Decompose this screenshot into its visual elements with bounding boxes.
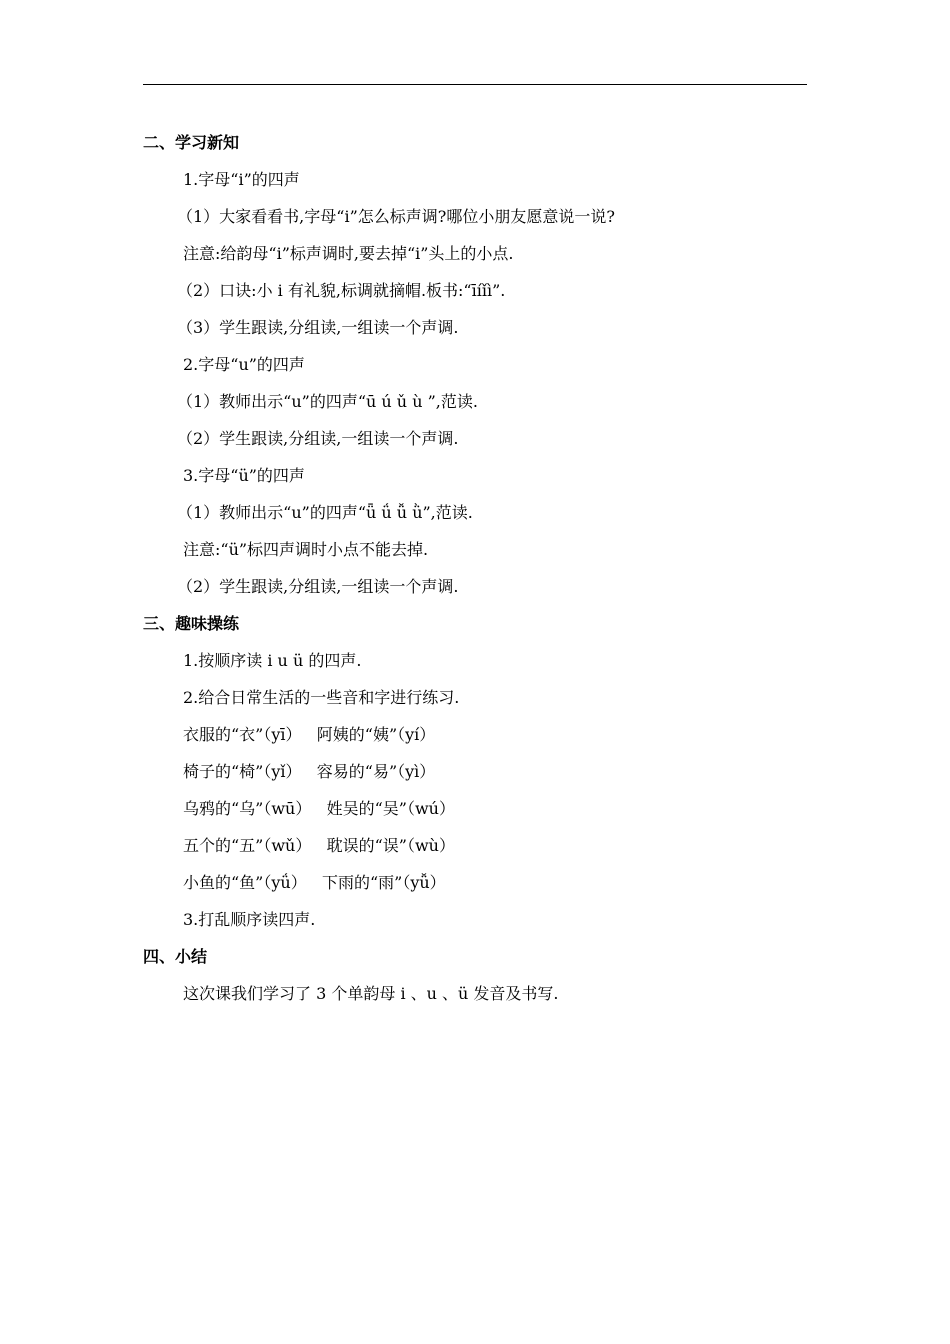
paragraph: （1）大家看看书,字母“i”怎么标声调?哪位小朋友愿意说一说? [177, 207, 615, 226]
example-pair: 椅子的“椅”（yǐ） 容易的“易”（yì） [183, 762, 436, 781]
paragraph: 3.打乱顺序读四声. [183, 910, 316, 929]
paragraph: 这次课我们学习了 3 个单韵母 i 、u 、ü 发音及书写. [183, 984, 559, 1003]
paragraph: 2.字母“u”的四声 [183, 355, 305, 374]
example-pair: 小鱼的“鱼”（yǘ） 下雨的“雨”（yǚ） [183, 873, 446, 892]
paragraph: （2）口诀:小 i 有礼貌,标调就摘帽.板书:“īíǐì”. [177, 281, 506, 300]
example-pair: 五个的“五”（wǔ） 耽误的“误”（wù） [183, 836, 455, 855]
paragraph: 1.按顺序读 i u ü 的四声. [183, 651, 362, 670]
section-summary [143, 938, 807, 1012]
section-learn-new [143, 124, 807, 605]
section-heading: 四、小结 [143, 947, 208, 966]
paragraph: 2.给合日常生活的一些音和字进行练习. [183, 688, 460, 707]
header-rule [143, 84, 807, 85]
paragraph: （2）学生跟读,分组读,一组读一个声调. [177, 429, 459, 448]
paragraph: 注意:“ü”标四声调时小点不能去掉. [183, 540, 429, 559]
paragraph: 注意:给韵母“i”标声调时,要去掉“i”头上的小点. [183, 244, 514, 263]
paragraph: （3）学生跟读,分组读,一组读一个声调. [177, 318, 459, 337]
paragraph: 1.字母“i”的四声 [183, 170, 300, 189]
example-pair: 衣服的“衣”（yī） 阿姨的“姨”（yí） [183, 725, 436, 744]
document-body [143, 124, 807, 1012]
paragraph: （1）教师出示“u”的四声“ū ú ǔ ù ”,范读. [177, 392, 478, 411]
section-heading: 二、学习新知 [143, 133, 240, 152]
paragraph: （1）教师出示“u”的四声“ǖ ǘ ǚ ǜ”,范读. [177, 503, 473, 522]
paragraph: （2）学生跟读,分组读,一组读一个声调. [177, 577, 459, 596]
paragraph: 3.字母“ü”的四声 [183, 466, 305, 485]
example-pair: 乌鸦的“乌”（wū） 姓吴的“吴”（wú） [183, 799, 455, 818]
section-heading: 三、趣味操练 [143, 614, 240, 633]
section-fun-practice [143, 605, 807, 938]
